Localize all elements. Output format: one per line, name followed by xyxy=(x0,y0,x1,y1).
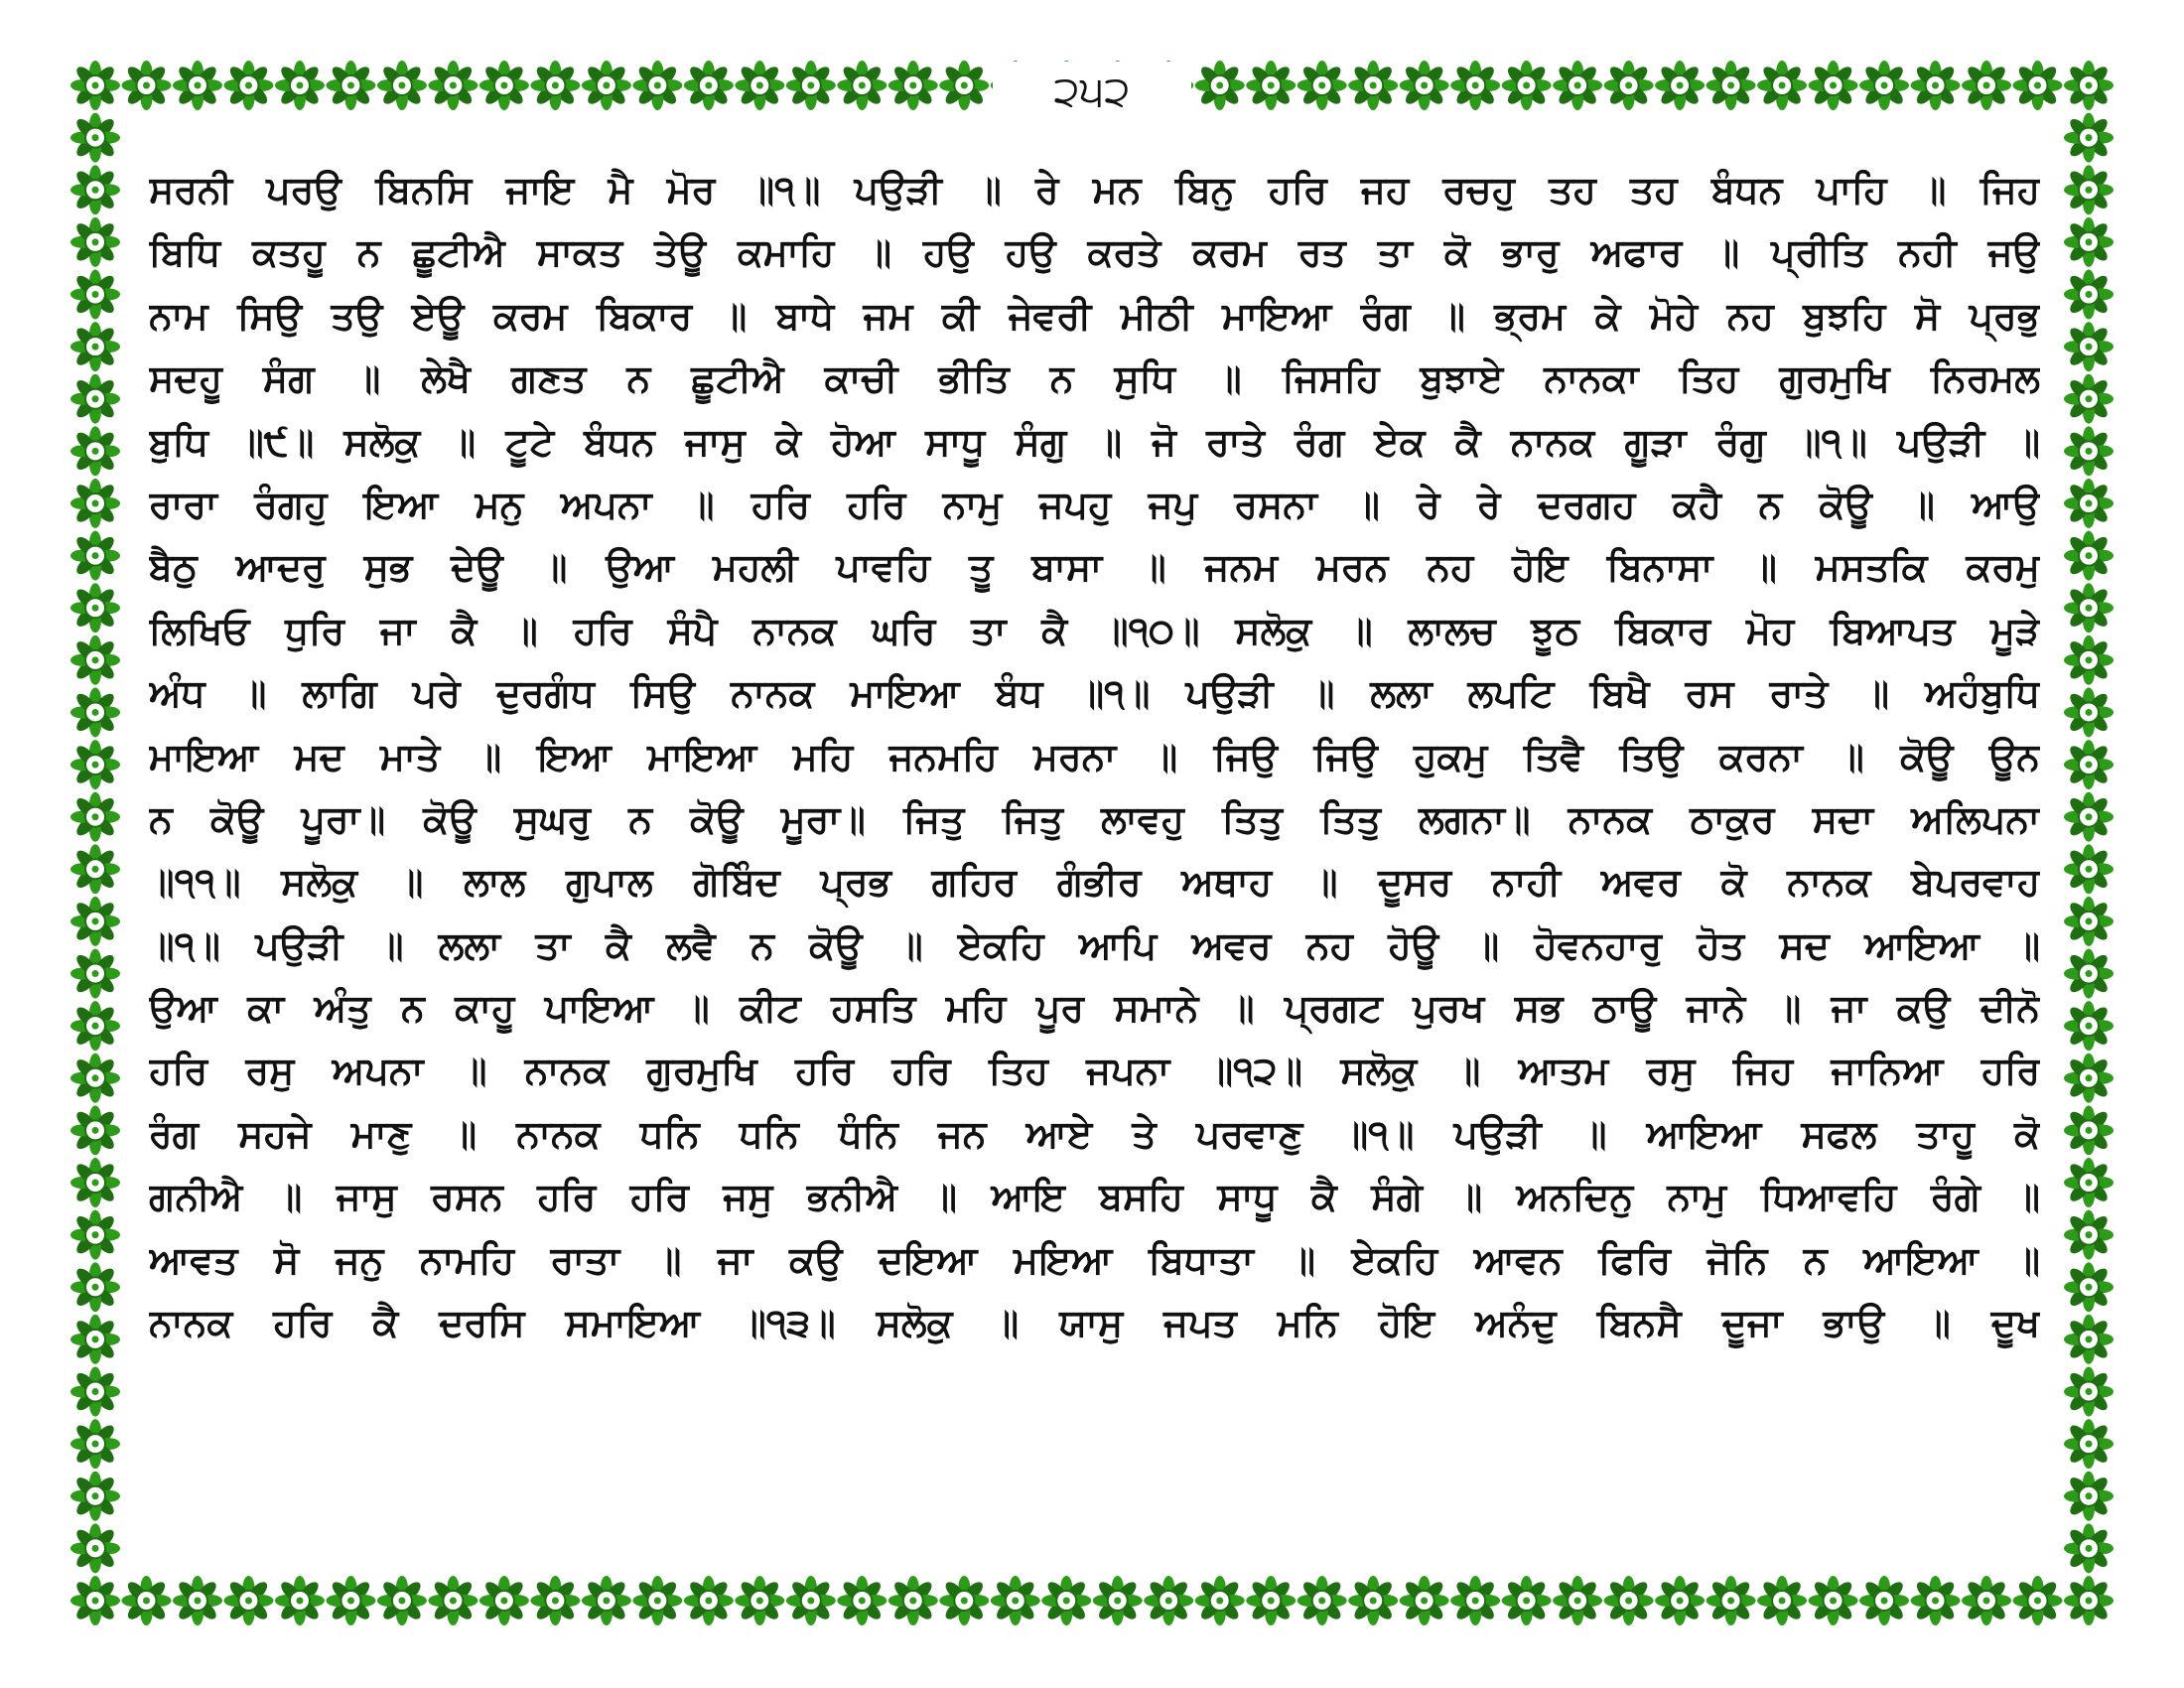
flower-icon xyxy=(70,897,120,946)
flower-icon xyxy=(1962,61,2011,110)
flower-icon xyxy=(1093,1576,1143,1625)
flower-icon xyxy=(632,61,682,110)
flower-icon xyxy=(2064,635,2114,685)
flower-icon xyxy=(70,844,120,894)
flower-icon xyxy=(939,61,989,110)
flower-icon xyxy=(530,1576,580,1625)
flower-icon xyxy=(1553,1576,1602,1625)
text-line: ਉਆ ਕਾ ਅੰਤੁ ਨ ਕਾਹੂ ਪਾਇਆ ॥ ਕੀਟ ਹਸਤਿ ਮਹਿ ਪੂਰ ਸਮਾਨੇ ॥ ਪ੍ਰਗਟ ਪੁਰਖ ਸਭ ਠਾਊ ਜਾਨੇ ॥ ਜਾ ਕਉ ਦੀਨੋ xyxy=(149,986,2040,1031)
flower-icon xyxy=(1706,61,1756,110)
flower-icon xyxy=(1041,1576,1091,1625)
flower-icon xyxy=(70,1472,120,1521)
flower-icon xyxy=(1195,1576,1245,1625)
flower-icon xyxy=(173,61,222,110)
flower-icon xyxy=(2064,61,2114,110)
flower-icon xyxy=(1706,1576,1756,1625)
flower-icon xyxy=(632,1576,682,1625)
flower-icon xyxy=(2064,949,2114,999)
flower-icon xyxy=(582,1576,631,1625)
text-line: ਗਨੀਐ ॥ ਜਾਸੁ ਰਸਨ ਹਰਿ ਹਰਿ ਜਸੁ ਭਨੀਐ ॥ ਆਇ ਬਸਹਿ ਸਾਧੂ ਕੈ ਸੰਗੇ ॥ ਅਨਦਿਨੁ ਨਾਮੁ ਧਿਆਵਹਿ ਰੰਗੇ ॥ xyxy=(149,1175,2040,1219)
flower-icon xyxy=(2064,1054,2114,1103)
flower-icon xyxy=(2064,165,2114,214)
flower-icon xyxy=(70,165,120,214)
flower-icon xyxy=(1144,1576,1193,1625)
flower-icon xyxy=(70,740,120,789)
flower-icon xyxy=(888,1576,938,1625)
flower-icon xyxy=(1911,1576,1961,1625)
flower-icon xyxy=(428,1576,478,1625)
flower-icon xyxy=(70,61,120,110)
flower-icon xyxy=(2064,897,2114,946)
flower-icon xyxy=(70,792,120,842)
flower-icon xyxy=(70,374,120,424)
flower-icon xyxy=(530,61,580,110)
flower-icon xyxy=(1809,1576,1858,1625)
flower-icon xyxy=(2064,374,2114,424)
flower-icon xyxy=(888,61,938,110)
text-line: ਨਾਮ ਸਿਉ ਤਉ ਏਊ ਕਰਮ ਬਿਕਾਰ ॥ ਬਾਧੇ ਜਮ ਕੀ ਜੇਵਰੀ ਮੀਠੀ ਮਾਇਆ ਰੰਗ ॥ ਭ੍ਰਮ ਕੇ ਮੋਹੇ ਨਹ ਬੁਝਹਿ ਸੋ ਪ੍ਰਭੁ xyxy=(149,293,2040,338)
text-line: ਲਿਖਿਓ ਧੁਰਿ ਜਾ ਕੈ ॥ ਹਰਿ ਸੰਪੈ ਨਾਨਕ ਘਰਿ ਤਾ ਕੈ ॥੧੦॥ ਸਲੋਕੁ ॥ ਲਾਲਚ ਝੂਠ ਬਿਕਾਰ ਮੋਹ ਬਿਆਪਤ ਮੂੜੇ xyxy=(149,608,2040,652)
flower-icon xyxy=(735,61,784,110)
flower-icon xyxy=(1502,61,1552,110)
flower-icon xyxy=(1400,1576,1449,1625)
flower-icon xyxy=(1246,61,1296,110)
flower-icon xyxy=(326,61,375,110)
flower-icon xyxy=(70,1367,120,1417)
flower-icon xyxy=(70,949,120,999)
flower-icon xyxy=(70,1523,120,1573)
flower-icon xyxy=(1809,61,1858,110)
flower-icon xyxy=(326,1576,375,1625)
flower-icon xyxy=(1553,61,1602,110)
flower-icon xyxy=(2064,583,2114,633)
flower-icon xyxy=(2064,1523,2114,1573)
flower-icon xyxy=(377,61,427,110)
flower-icon xyxy=(2064,531,2114,581)
flower-icon xyxy=(2064,1315,2114,1364)
flower-icon xyxy=(2064,479,2114,528)
flower-icon xyxy=(2064,1105,2114,1155)
text-line: ਆਵਤ ਸੋ ਜਨੁ ਨਾਮਹਿ ਰਾਤਾ ॥ ਜਾ ਕਉ ਦਇਆ ਮਇਆ ਬਿਧਾਤਾ ॥ ਏਕਹਿ ਆਵਨ ਫਿਰਿ ਜੋਨਿ ਨ ਆਇਆ ॥ xyxy=(149,1237,2040,1282)
flower-icon xyxy=(1655,1576,1705,1625)
flower-icon xyxy=(2064,426,2114,476)
flower-icon xyxy=(837,1576,887,1625)
flower-icon xyxy=(479,61,529,110)
flower-icon xyxy=(2064,269,2114,319)
flower-icon xyxy=(70,687,120,737)
flower-icon xyxy=(70,217,120,267)
flower-icon xyxy=(2064,1262,2114,1312)
flower-icon xyxy=(70,113,120,163)
text-line: ਸਰਨੀ ਪਰਉ ਬਿਨਸਿ ਜਾਇ ਮੈ ਮੋਰ ॥੧॥ ਪਉੜੀ ॥ ਰੇ ਮਨ ਬਿਨੁ ਹਰਿ ਜਹ ਰਚਹੁ ਤਹ ਤਹ ਬੰਧਨ ਪਾਹਿ ॥ ਜਿਹ xyxy=(149,168,2040,211)
text-line: ਸਦਹੂ ਸੰਗ ॥ ਲੇਖੈ ਗਣਤ ਨ ਛੂਟੀਐ ਕਾਚੀ ਭੀਤਿ ਨ ਸੁਧਿ ॥ ਜਿਸਹਿ ਬੁਝਾਏ ਨਾਨਕਾ ਤਿਹ ਗੁਰਮੁਖਿ ਨਿਰਮਲ xyxy=(149,356,2040,401)
flower-icon xyxy=(2013,61,2063,110)
flower-icon xyxy=(2064,322,2114,371)
flower-icon xyxy=(991,1576,1040,1625)
flower-icon xyxy=(70,269,120,319)
flower-icon xyxy=(2064,1576,2114,1625)
flower-icon xyxy=(1297,1576,1347,1625)
flower-icon xyxy=(223,1576,273,1625)
text-line: ਅੰਧ ॥ ਲਾਗਿ ਪਰੇ ਦੁਰਗੰਧ ਸਿਉ ਨਾਨਕ ਮਾਇਆ ਬੰਧ ॥੧॥ ਪਉੜੀ ॥ ਲਲਾ ਲਪਟਿ ਬਿਖੈ ਰਸ ਰਾਤੇ ॥ ਅਹੰਬੁਧਿ xyxy=(149,671,2040,716)
flower-icon xyxy=(1348,61,1398,110)
flower-icon xyxy=(70,531,120,581)
flower-icon xyxy=(1502,1576,1552,1625)
flower-icon xyxy=(2064,1367,2114,1417)
flower-icon xyxy=(2064,1419,2114,1469)
flower-icon xyxy=(837,61,887,110)
flower-icon xyxy=(2064,1001,2114,1051)
flower-icon xyxy=(377,1576,427,1625)
flower-icon xyxy=(70,1001,120,1051)
flower-icon xyxy=(2013,1576,2063,1625)
flower-icon xyxy=(275,1576,325,1625)
gurmukhi-text-block xyxy=(149,159,2040,1544)
flower-icon xyxy=(70,1158,120,1207)
flower-icon xyxy=(70,479,120,528)
flower-icon xyxy=(2064,217,2114,267)
text-line: ਰਾਰਾ ਰੰਗਹੁ ਇਆ ਮਨੁ ਅਪਨਾ ॥ ਹਰਿ ਹਰਿ ਨਾਮੁ ਜਪਹੁ ਜਪੁ ਰਸਨਾ ॥ ਰੇ ਰੇ ਦਰਗਹ ਕਹੈ ਨ ਕੋਊ ॥ ਆਉ xyxy=(149,482,2040,526)
flower-icon xyxy=(2064,792,2114,842)
flower-icon xyxy=(1450,1576,1500,1625)
flower-icon xyxy=(70,1105,120,1155)
text-line: ਰੰਗ ਸਹਜੇ ਮਾਣੁ ॥ ਨਾਨਕ ਧਨਿ ਧਨਿ ਧੰਨਿ ਜਨ ਆਏ ਤੇ ਪਰਵਾਣੁ ॥੧॥ ਪਉੜੀ ॥ ਆਇਆ ਸਫਲ ਤਾਹੂ ਕੋ xyxy=(149,1111,2040,1156)
flower-icon xyxy=(2064,740,2114,789)
flower-icon xyxy=(2064,1158,2114,1207)
flower-icon xyxy=(121,1576,171,1625)
flower-icon xyxy=(70,583,120,633)
flower-icon xyxy=(70,1315,120,1364)
flower-icon xyxy=(1604,1576,1654,1625)
flower-icon xyxy=(428,61,478,110)
flower-icon xyxy=(173,1576,222,1625)
flower-icon xyxy=(1450,61,1500,110)
flower-icon xyxy=(582,61,631,110)
flower-icon xyxy=(1859,61,1909,110)
flower-icon xyxy=(1400,61,1449,110)
flower-icon xyxy=(1348,1576,1398,1625)
flower-icon xyxy=(70,1210,120,1260)
flower-icon xyxy=(2064,1472,2114,1521)
flower-icon xyxy=(1757,1576,1807,1625)
text-line: ਬੁਧਿ ॥੯॥ ਸਲੋਕੁ ॥ ਟੂਟੇ ਬੰਧਨ ਜਾਸੁ ਕੇ ਹੋਆ ਸਾਧੂ ਸੰਗੁ ॥ ਜੋ ਰਾਤੇ ਰੰਗ ਏਕ ਕੈ ਨਾਨਕ ਗੂੜਾ ਰੰਗੁ ॥੧॥ ਪਉੜੀ ॥ xyxy=(149,419,2040,464)
flower-icon xyxy=(1962,1576,2011,1625)
text-line: ਮਾਇਆ ਮਦ ਮਾਤੇ ॥ ਇਆ ਮਾਇਆ ਮਹਿ ਜਨਮਹਿ ਮਰਨਾ ॥ ਜਿਉ ਜਿਉ ਹੁਕਮੁ ਤਿਵੈ ਤਿਉ ਕਰਨਾ ॥ ਕੋਊ ਊਨ xyxy=(149,734,2040,778)
text-line: ਹਰਿ ਰਸੁ ਅਪਨਾ ॥ ਨਾਨਕ ਗੁਰਮੁਖਿ ਹਰਿ ਹਰਿ ਤਿਹ ਜਪਨਾ ॥੧੨॥ ਸਲੋਕੁ ॥ ਆਤਮ ਰਸੁ ਜਿਹ ਜਾਨਿਆ ਹਰਿ xyxy=(149,1049,2040,1093)
flower-icon xyxy=(70,1054,120,1103)
flower-icon xyxy=(70,426,120,476)
text-line: ਨ ਕੋਊ ਪੂਰਾ॥ ਕੋਊ ਸੁਘਰੁ ਨ ਕੋਊ ਮੂਰਾ॥ ਜਿਤੁ ਜਿਤੁ ਲਾਵਹੁ ਤਿਤੁ ਤਿਤੁ ਲਗਨਾ॥ ਨਾਨਕ ਠਾਕੁਰ ਸਦਾ ਅਲਿਪਨਾ xyxy=(149,796,2040,841)
flower-icon xyxy=(786,61,836,110)
flower-icon xyxy=(735,1576,784,1625)
page-number: ੨੫੨ xyxy=(993,62,1191,121)
flower-icon xyxy=(2064,113,2114,163)
flower-icon xyxy=(786,1576,836,1625)
flower-icon xyxy=(70,635,120,685)
flower-icon xyxy=(1655,61,1705,110)
flower-icon xyxy=(2064,687,2114,737)
text-line: ਬਿਧਿ ਕਤਹੂ ਨ ਛੂਟੀਐ ਸਾਕਤ ਤੇਊ ਕਮਾਹਿ ॥ ਹਉ ਹਉ ਕਰਤੇ ਕਰਮ ਰਤ ਤਾ ਕੋ ਭਾਰੁ ਅਫਾਰ ॥ ਪ੍ਰੀਤਿ ਨਹੀ ਜਉ xyxy=(149,230,2040,275)
flower-icon xyxy=(70,322,120,371)
flower-icon xyxy=(275,61,325,110)
flower-icon xyxy=(684,61,734,110)
text-line: ॥੧੧॥ ਸਲੋਕੁ ॥ ਲਾਲ ਗੁਪਾਲ ਗੋਬਿੰਦ ਪ੍ਰਭ ਗਹਿਰ ਗੰਭੀਰ ਅਥਾਹ ॥ ਦੂਸਰ ਨਾਹੀ ਅਵਰ ਕੋ ਨਾਨਕ ਬੇਪਰਵਾਹ xyxy=(149,860,2040,905)
flower-icon xyxy=(70,1419,120,1469)
flower-icon xyxy=(1757,61,1807,110)
flower-icon xyxy=(2064,844,2114,894)
text-line: ॥੧॥ ਪਉੜੀ ॥ ਲਲਾ ਤਾ ਕੈ ਲਵੈ ਨ ਕੋਊ ॥ ਏਕਹਿ ਆਪਿ ਅਵਰ ਨਹ ਹੋਊ ॥ ਹੋਵਨਹਾਰੁ ਹੋਤ ਸਦ ਆਇਆ ॥ xyxy=(149,922,2040,967)
flower-icon xyxy=(1859,1576,1909,1625)
flower-icon xyxy=(1246,1576,1296,1625)
flower-icon xyxy=(479,1576,529,1625)
flower-icon xyxy=(223,61,273,110)
flower-icon xyxy=(1195,61,1245,110)
flower-icon xyxy=(70,1576,120,1625)
flower-icon xyxy=(70,1262,120,1312)
flower-icon xyxy=(684,1576,734,1625)
flower-icon xyxy=(1911,61,1961,110)
flower-icon xyxy=(2064,1210,2114,1260)
flower-icon xyxy=(1297,61,1347,110)
flower-icon xyxy=(121,61,171,110)
flower-icon xyxy=(1604,61,1654,110)
text-line: ਬੈਠੁ ਆਦਰੁ ਸੁਭ ਦੇਊ ॥ ਉਆ ਮਹਲੀ ਪਾਵਹਿ ਤੂ ਬਾਸਾ ॥ ਜਨਮ ਮਰਨ ਨਹ ਹੋਇ ਬਿਨਾਸਾ ॥ ਮਸਤਕਿ ਕਰਮੁ xyxy=(149,545,2040,590)
flower-icon xyxy=(939,1576,989,1625)
text-line xyxy=(149,1354,2040,1417)
text-line: ਨਾਨਕ ਹਰਿ ਕੈ ਦਰਸਿ ਸਮਾਇਆ ॥੧੩॥ ਸਲੋਕੁ ॥ ਯਾਸੁ ਜਪਤ ਮਨਿ ਹੋਇ ਅਨੰਦੁ ਬਿਨਸੈ ਦੂਜਾ ਭਾਉ ॥ ਦੂਖ xyxy=(149,1301,2040,1345)
